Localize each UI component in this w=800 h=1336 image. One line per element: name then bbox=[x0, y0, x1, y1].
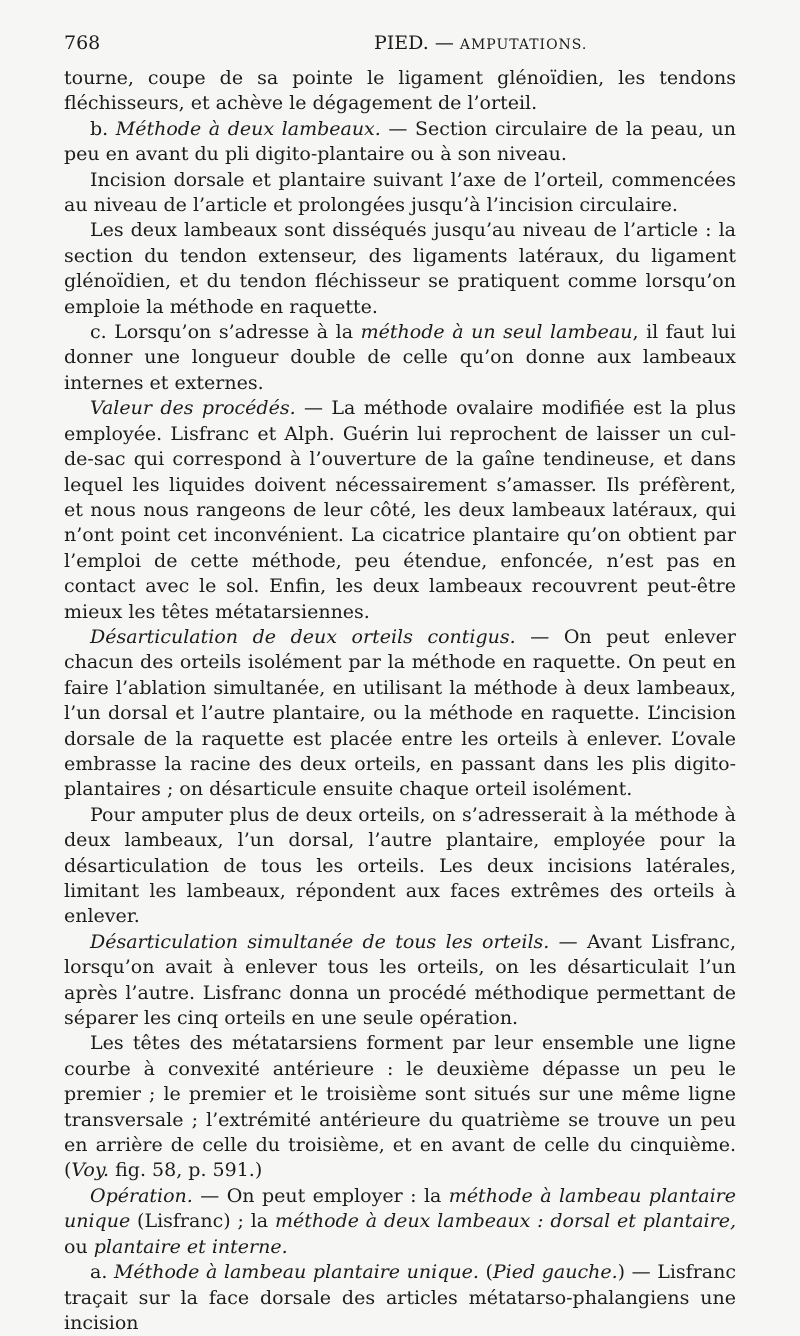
paragraph bbox=[64, 930, 736, 1032]
paragraph bbox=[64, 117, 736, 168]
page-number: 768 bbox=[64, 32, 101, 54]
text-run: — On peut enlever chacun des orteils isolément par la méthode en raquette. On peut en faire l’ablation simultanée, en utilisant la méthode à deux lambeaux, l’un dorsal et l’autre plantaire, ou la méthode en raquette. L’incision dorsale de la raquette est placée entre les orteils à enlever. L’ovale embrasse la racine des deux orteils, en passant dans les plis digito-plantaires ; on désarticule ensuite chaque orteil isolément. bbox=[64, 625, 736, 801]
paragraph bbox=[64, 1184, 736, 1260]
text-run: b. bbox=[90, 117, 116, 140]
italic-text: méthode à lambeau plantaire unique bbox=[64, 1184, 736, 1233]
italic-text: plantaire et interne. bbox=[93, 1235, 288, 1258]
paragraph bbox=[64, 218, 736, 320]
text-run: Les deux lambeaux sont disséqués jusqu’au niveau de l’article : la section du tendon extenseur, des ligaments latéraux, du ligament glénoïdien, et du tendon fléchisseur se pratiquent comme lorsqu’on emploie la méthode en raquette. bbox=[64, 219, 736, 318]
paragraph bbox=[64, 1260, 736, 1336]
body-text bbox=[64, 66, 736, 1336]
text-run: ) — Lisfranc traçait sur la face dorsale des articles métatarso-phalangiens une incision bbox=[64, 1261, 736, 1334]
text-run: Pour amputer plus de deux orteils, on s’adresserait à la méthode à deux lambeaux, l’un dorsal, l’autre plantaire, employée pour la désarticulation de tous les orteils. Les deux incisions latérales, limitant les lambeaux, répondent aux faces extrêmes des orteils à enlever. bbox=[64, 803, 736, 928]
text-run: tourne, coupe de sa pointe le ligament glénoïdien, les tendons fléchisseurs, et achève le dégagement de l’orteil. bbox=[64, 67, 736, 115]
paragraph bbox=[64, 66, 736, 117]
italic-text: méthode à deux lambeaux : dorsal et plantaire, bbox=[274, 1210, 736, 1233]
text-run: fig. 58, p. 591.) bbox=[109, 1159, 263, 1182]
italic-text: Méthode à deux lambeaux. bbox=[115, 117, 381, 140]
running-header bbox=[64, 32, 736, 62]
italic-text: Désarticulation simultanée de tous les orteils. bbox=[90, 930, 550, 953]
italic-text: Valeur des procédés. bbox=[90, 397, 296, 420]
paragraph bbox=[64, 396, 736, 625]
text-run: ( bbox=[478, 1261, 493, 1284]
text-run: a. bbox=[90, 1261, 114, 1284]
italic-text: méthode à un seul lambeau bbox=[360, 321, 633, 344]
text-run: c. Lorsqu’on s’adresse à la bbox=[90, 321, 361, 344]
header-title: PIED. bbox=[374, 32, 429, 54]
text-run: — Section circulaire de la peau, un peu en avant du pli digito-plantaire ou à son niveau. bbox=[64, 117, 736, 166]
text-run: , il faut lui donner une longueur double de celle qu’on donne aux lambeaux internes et externes. bbox=[64, 321, 737, 394]
paragraph bbox=[64, 320, 736, 396]
text-run: — Avant Lisfranc, lorsqu’on avait à enlever tous les orteils, on les désarticulait l’un après l’autre. Lisfranc donna un procédé méthodique permettant de séparer les cinq orteils en une seule opération. bbox=[64, 930, 736, 1030]
running-title bbox=[374, 32, 587, 54]
paragraph bbox=[64, 625, 736, 803]
paragraph bbox=[64, 1031, 736, 1183]
text-run: ou bbox=[64, 1235, 94, 1258]
italic-text: Désarticulation de deux orteils contigus. bbox=[90, 625, 516, 648]
text-run: Incision dorsale et plantaire suivant l’axe de l’orteil, commencées au niveau de l’article et prolongées jusqu’à l’incision circulaire. bbox=[64, 168, 736, 217]
italic-text: Opération. bbox=[90, 1184, 193, 1207]
paragraph bbox=[64, 168, 736, 219]
text-run: Les têtes des métatarsiens forment par leur ensemble une ligne courbe à convexité antérieure : le deuxième dépasse un peu le premier ; le premier et le troisième sont situés sur une même ligne transversale ; l’extrémité antérieure du quatrième se trouve un peu en arrière de celle du troisième, et en avant de celle du cinquième. ( bbox=[64, 1032, 736, 1182]
text-run: — On peut employer : la bbox=[192, 1184, 449, 1207]
italic-text: Pied gauche. bbox=[492, 1261, 618, 1284]
text-run: (Lisfranc) ; la bbox=[130, 1210, 275, 1233]
header-section: AMPUTATIONS. bbox=[459, 37, 588, 53]
text-run: — La méthode ovalaire modifiée est la plus employée. Lisfranc et Alph. Guérin lui reprochent de laisser un cul-de-sac qui correspond à l’ouverture de la gaîne tendineuse, et dans lequel les liquides doivent nécessairement s’amasser. Ils préfèrent, et nous nous rangeons de leur côté, les deux lambeaux latéraux, qui n’ont point cet inconvénient. La cicatrice plantaire qu’on obtient par l’emploi de cette méthode, peu étendue, enfoncée, n’est pas en contact avec le sol. Enfin, les deux lambeaux recouvrent peut-être mieux les têtes métatarsiennes. bbox=[64, 397, 736, 623]
header-dash: — bbox=[434, 32, 454, 54]
italic-text: Méthode à lambeau plantaire unique. bbox=[113, 1261, 479, 1284]
paragraph bbox=[64, 803, 736, 930]
italic-text: Voy. bbox=[71, 1159, 110, 1182]
